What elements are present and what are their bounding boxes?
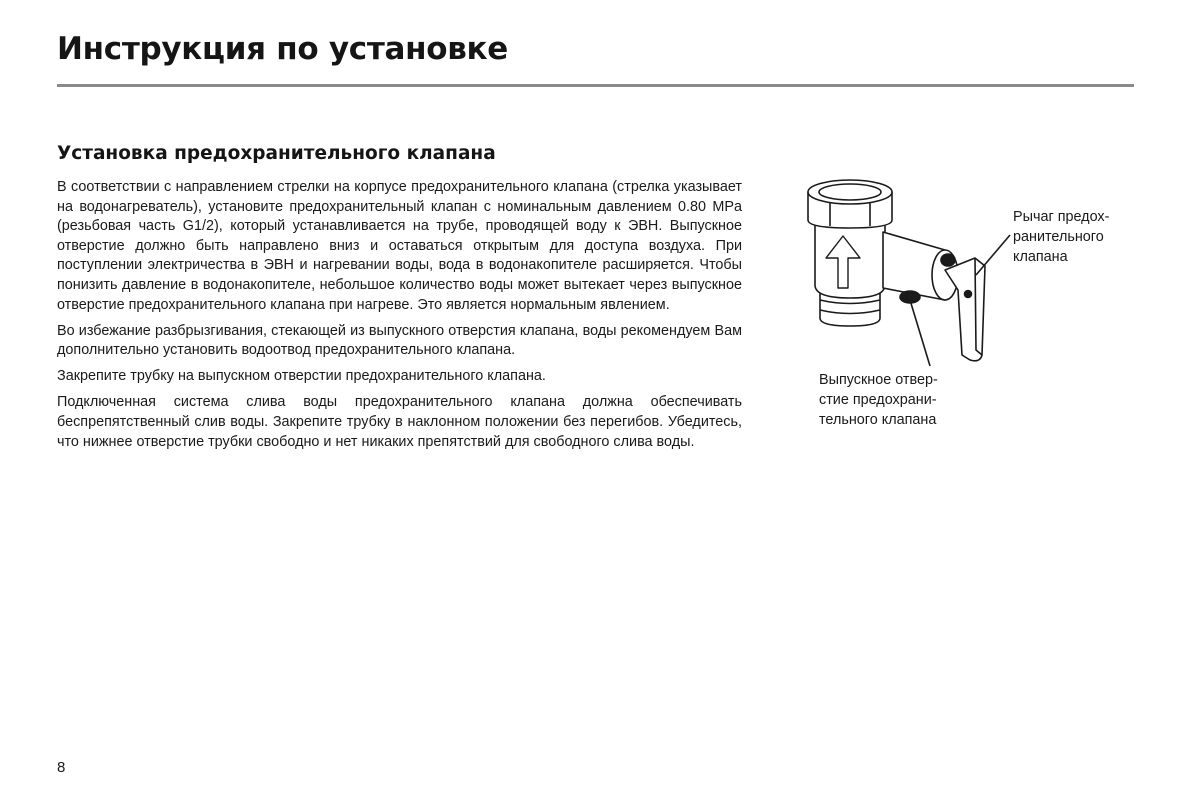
paragraph-installation: В соответствии с направлением стрелки на корпусе предохранительного клапана (стрелка указывает на водонагреватель), установите предохранительный клапан с номинальным давлением 0.80 MPa (резьбовая часть G1/2), который устанавливается на трубе, проводящей воду к ЭВН. Выпускное отверстие должно быть направлено вниз и оставаться открытым для доступа воздуха. При поступлении электричества в ЭВН и нагревании воды, вода в водонакопителе расширяется. Чтобы понизить давление в водонакопителе, небольшое количество воды может вытекает через выпускное отверстие предохранительного клапана при нагреве. Это является нормальным явлением.: [57, 179, 742, 313]
lever-callout-label: Рычаг предох- ранительного клапана: [1013, 209, 1110, 265]
paragraph-attach-tube: Закрепите трубку на выпускном отверстии предохранительного клапана.: [57, 368, 546, 385]
lever-icon: [945, 258, 985, 361]
section-body: [57, 178, 742, 459]
outlet-callout-label: Выпускное отвер- стие предохрани- тельного клапана: [819, 372, 938, 428]
page-title: Инструкция по установке: [57, 31, 509, 67]
safety-valve-illustration: [790, 170, 1040, 380]
paragraph-drain-recommendation: Во избежание разбрызгивания, стекающей из выпускного отверстия клапана, воды рекомендуем Вам дополнительно установить водоотвод предохранительного клапана.: [57, 322, 742, 359]
title-divider: [57, 84, 1134, 87]
outlet-leader-line: [910, 300, 930, 366]
section-heading: Установка предохранительного клапана: [57, 143, 496, 164]
lever-leader-line: [976, 235, 1010, 275]
paragraph-drain-system: Подключенная система слива воды предохранительного клапана должна обеспечивать беспрепятственный слив воды. Закрепите трубку в наклонном положении без перегибов. Убедитесь, что нижнее отверстие трубки свободно и нет никаких препятствий для свободного слива воды.: [57, 394, 742, 450]
valve-body-icon: [815, 220, 885, 298]
page-number: 8: [57, 759, 66, 776]
